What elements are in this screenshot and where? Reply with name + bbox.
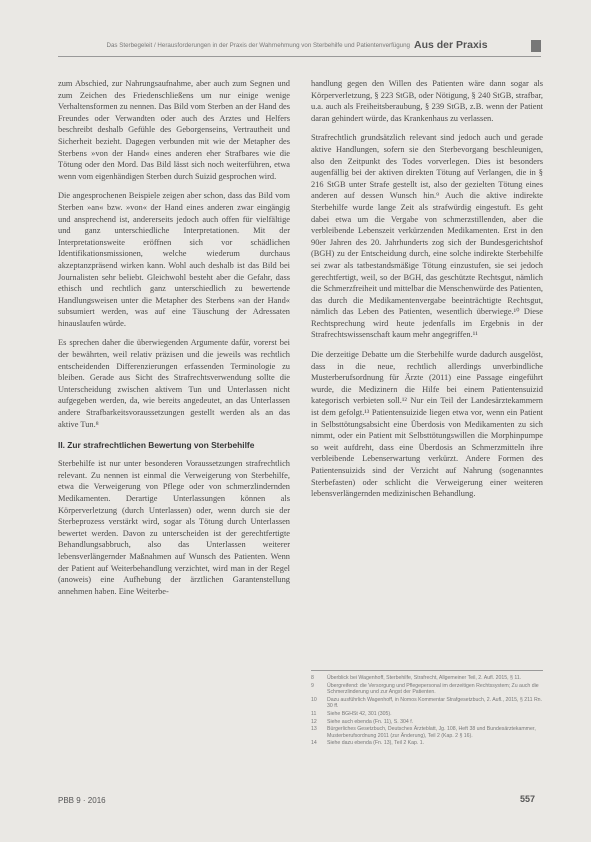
footnote (311, 675, 543, 682)
paragraph: Die derzeitige Debatte um die Sterbehilfe wurde dadurch ausgelöst, dass in die neue, rechtlich allerdings unverbindliche Musterberufsordnung für Ärzte (2011) eine Passage eingeführt wurde, die Medizinern die Hilfe bei einem Patientensuizid kategorisch verbieten soll.¹² Nur ein Teil der Landesärztekammern ist dem gefolgt.¹³ Patientensuizide liegen etwa vor, wenn ein Patient in Selbsttötungsabsicht eine Überdosis von Medikamenten zu sich nimmt, oder ein Patient mit Selbsttötungswillen die Morphinpumpe so weit aufdreht, dass eine Überdosis an Schmerzmitteln ihre verbleibende Lebenserwartung verkürzt. Andere Formen des Patientensuizids sind der Verzicht auf Nahrung (sogenanntes Sterbefasten) oder schlicht die Verweigerung einer weiteren lebensverlängernden medizinischen Behandlung. (311, 350, 543, 499)
paragraph: Sterbehilfe ist nur unter besonderen Voraussetzungen strafrechtlich relevant. Zu nennen ist einmal die Verweigerung von Sterbehilfe, etwa die Verweigerung von Pflege oder von schmerzlindernden Medikamenten. Derartige Unterlassungen können als Körperverletzung (durch Unterlassen) oder, wenn durch sie der Sterbeprozess verstärkt wird, sogar als Tötung durch Unterlassen bewertet werden. Davon zu unterscheiden ist der gerechtfertigte Behandlungsabbruch, also das Unterlassen weiterer lebensverlängernder Maßnahmen auf Wunsch des Patienten. Wenn der Patient auf Weiterbehandlung verzichtet, wird man in der Regel (anoweis) eine Aufhebung der ärztlichen Garantenstellung annehmen haben. Eine Weiterbe- (58, 459, 290, 596)
right-column (311, 78, 543, 508)
footnote-text: Siehe BGHSt 42, 301 (305). (327, 710, 392, 717)
footnote-number: 14 (311, 740, 317, 747)
paragraph: Es sprechen daher die überwiegenden Argumente dafür, vorerst bei der bewährten, weil relativ präzisen und die jeweils was rechtlich entscheidenden Differenzierungen erfassenden Terminologie zu bleiben. Gerade aus Sicht des Strafrechtsverwendung sollte die Unterscheidung zwischen aktivem Tun und Unterlassen nicht aufgegeben werden, da, wie bereits angedeutet, an das Unterlassen andere Strafbarkeitsvoraussetzungen gestellt werden als an das aktive Tun.⁸ (58, 338, 290, 429)
footnote-number: 11 (311, 710, 317, 717)
paragraph: handlung gegen den Willen des Patienten wäre dann sogar als Körperverletzung, § 223 StGB, oder Nötigung, § 240 StGB, strafbar, u.a. auch als Freiheitsberaubung, § 239 StGB, z.B. wenn der Patient daran gehindert würde, das Krankenhaus zu verlassen. (311, 79, 543, 123)
page-number: 557 (520, 794, 536, 804)
header-marker (531, 40, 541, 52)
footnote-number: 8 (311, 675, 314, 681)
footnote-text: Siehe auch ebenda (Fn. 11), S. 304 f. (327, 718, 414, 725)
footnote-number: 10 (311, 696, 317, 703)
footnote-text: Dazu ausführlich Wagenhoff, in Nomos Kommentar Strafgesetzbuch, 2. Aufl., 2015, § 211 Rn. 30 ff. (327, 696, 543, 710)
footnote-number: 12 (311, 718, 317, 725)
paragraph: Strafrechtlich grundsätzlich relevant sind jedoch auch und gerade aktive Handlungen, sofern sie den Sterbevorgang beschleunigen, also den Zeitpunkt des Todes vorverlegen. Dies ist besonders augenfällig bei der aktiven direkten Tötung auf Verlangen, die in § 216 StGB unter Strafe gestellt ist, also der gezielten Tötung eines anderen auf dessen Wunsch hin.⁹ Auch die aktive indirekte Sterbehilfe wurde lange Zeit als strafwürdig eingestuft. Es geht dabei etwa um die Vergabe von schmerzstillenden, aber die verbleibende Lebenszeit verkürzenden Medikamenten. Erst in den 90er Jahren des 20. Jahrhunderts zog sich der Bundesgerichtshof (BGH) zu der Entscheidung durch, eine solche indirekte Sterbehilfe sei zwar als tatbestandsmäßige Tötung einzustufen, sie sei jedoch gerechtfertigt, weil, so der BGH, das geschützte Rechtsgut, nämlich die Schmerzfreiheit und mittelbar die Menschenwürde des Patienten, das durch die Medikamentenvergabe beeinträchtigte Rechtsgut, nämlich das Leben des Patienten, wesentlich überwiege.¹⁰ Diese Rechtsprechung wird heute jedenfalls im Ergebnis in der Strafrechtswissenschaft kaum mehr angegriffen.¹¹ (311, 133, 543, 340)
section-heading: II. Zur strafrechtlichen Bewertung von Sterbehilfe (58, 440, 255, 451)
footnote-number: 9 (311, 682, 314, 689)
footnote (311, 719, 543, 726)
section-title: Aus der Praxis (414, 39, 488, 51)
footnote (311, 740, 543, 747)
paragraph: zum Abschied, zur Nahrungsaufnahme, aber auch zum Segnen und zum Zeichen des Friedenschließens um nur einige wenige Verhaltensformen zu nennen. Das Bild vom Sterben an der Hand des Freundes oder Verwandten oder auch des Arztes und Helfers beschreibt deshalb Gefühle des Geborgenseins, Vertrautheit und Sicherheit bezieht. Dagegen verbunden mit wie der Metapher des Sterbens »von der Hand« eines anderen eher Strafbares wie die Tötung oder den Mord. Das Bild lässt sich noch weiterführen, etwa wenn vom eigenhändigen Sterben durch Suizid gesprochen wird. (58, 79, 290, 181)
paragraph: Die angesprochenen Beispiele zeigen aber schon, dass das Bild vom Sterben »an« bzw. »von« der Hand eines anderen zwar eingängig und ansprechend ist, andererseits jedoch auch offen für vielfältige und ganz unterschiedliche Interpretationen. Mit der Interpretationsweite eröffnen sich vor schädlichen Identifikationsmissionen, welche wiederum durchaus akzeptanzpräsend wirken kann. Wohl auch deshalb ist das Bild bei Journalisten sehr beliebt. Gleichwohl besteht aber die Gefahr, dass ethisch und rechtlich ganz unterschiedlich zu bewertende Handlungsweisen unter die Metapher des Sterbens »an der Hand« subsumiert werden, was auf eine Täuschung der Adressaten hinauslaufen würde. (58, 191, 290, 328)
footnote (311, 697, 543, 710)
running-title: Das Sterbegeleit / Herausforderungen in der Praxis der Wahrnehmung von Sterbehilfe und Patientenverfügung (106, 42, 410, 49)
left-column (58, 78, 290, 605)
footnote (311, 726, 543, 739)
footnote-number: 13 (311, 726, 317, 733)
footnote-text: Überblick bei Wagenhoff, Sterbehilfe, Strafrecht, Allgemeiner Teil, 2. Aufl. 2015, § 11. (327, 675, 522, 681)
footnote-text: Übergreifend: die Versorgung und Pflegepersonal im derzeitigen Rechtssystem; Zu auch die Schmerzlinderung und zur Angst der Patienten. (327, 682, 539, 696)
running-header (58, 38, 541, 57)
footnote (311, 683, 543, 696)
footnote-text: Siehe dazu ebenda (Fn. 13), Teil 2 Kap. 1. (327, 740, 425, 747)
footnote-text: Bürgerliches Gesetzbuch, Deutsches Ärzteblatt, Jg. 108, Heft 38 und Bundesärztekammer, Musterberufsordnung 2011 (zur Änderung), Teil 2 (Kap. 2 § 16). (327, 726, 536, 739)
footnote (311, 711, 543, 718)
journal-issue: PBB 9 · 2016 (58, 796, 106, 805)
footnotes (311, 670, 543, 748)
